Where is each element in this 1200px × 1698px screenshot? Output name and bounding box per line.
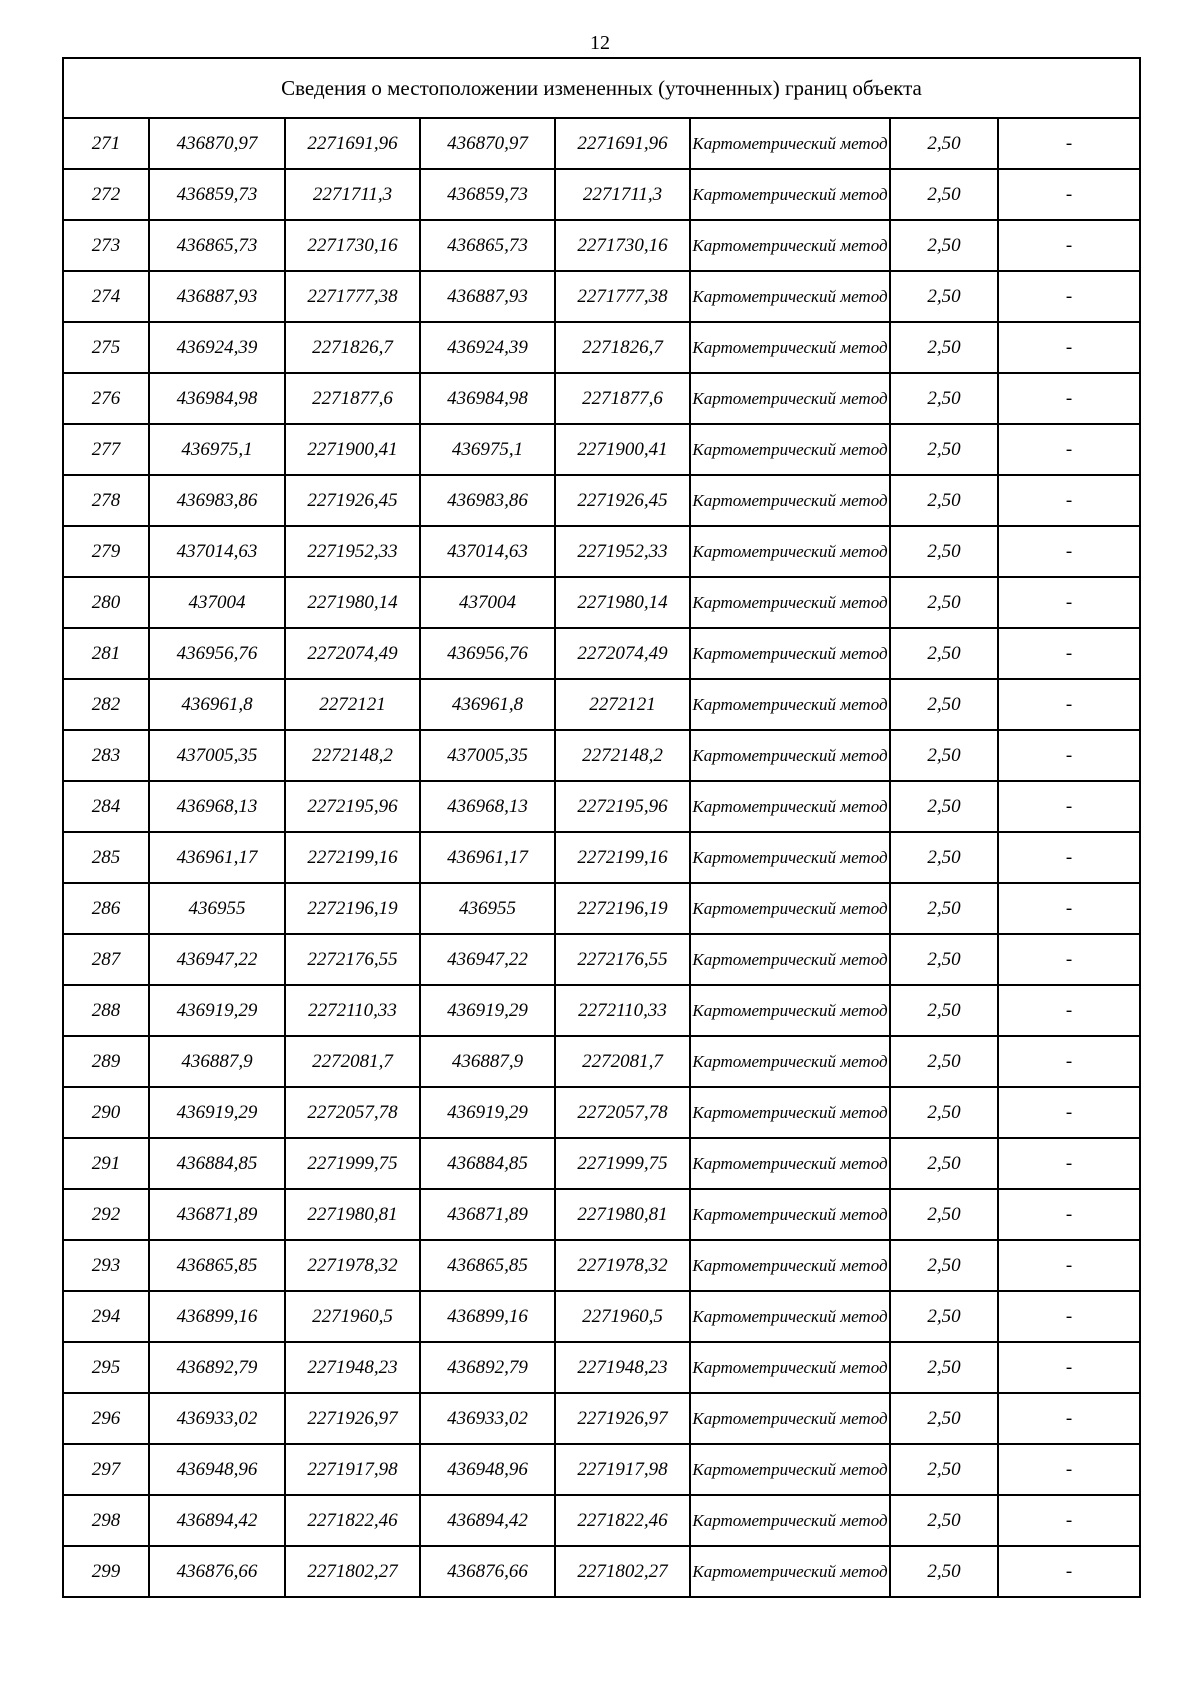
precision-cell: 2,50 <box>890 220 998 271</box>
point-number-cell: 283 <box>63 730 149 781</box>
method-cell: Картометрический метод <box>690 1138 890 1189</box>
new-y-cell: 2272074,49 <box>555 628 690 679</box>
new-x-cell: 436956,76 <box>420 628 555 679</box>
table-row <box>63 1138 1140 1189</box>
new-y-cell: 2271917,98 <box>555 1444 690 1495</box>
existing-x-cell: 436919,29 <box>149 985 285 1036</box>
precision-cell: 2,50 <box>890 169 998 220</box>
description-cell: - <box>998 679 1140 730</box>
new-y-cell: 2271926,97 <box>555 1393 690 1444</box>
new-x-cell: 436955 <box>420 883 555 934</box>
new-y-cell: 2271777,38 <box>555 271 690 322</box>
method-cell: Картометрический метод <box>690 526 890 577</box>
point-number-cell: 286 <box>63 883 149 934</box>
point-number-cell: 284 <box>63 781 149 832</box>
new-x-cell: 436892,79 <box>420 1342 555 1393</box>
new-y-cell: 2272196,19 <box>555 883 690 934</box>
precision-cell: 2,50 <box>890 679 998 730</box>
point-number-cell: 275 <box>63 322 149 373</box>
new-x-cell: 436933,02 <box>420 1393 555 1444</box>
new-y-cell: 2272199,16 <box>555 832 690 883</box>
new-x-cell: 437014,63 <box>420 526 555 577</box>
point-number-cell: 285 <box>63 832 149 883</box>
precision-cell: 2,50 <box>890 832 998 883</box>
existing-y-cell: 2271822,46 <box>285 1495 420 1546</box>
description-cell: - <box>998 1495 1140 1546</box>
existing-y-cell: 2271711,3 <box>285 169 420 220</box>
method-cell: Картометрический метод <box>690 1291 890 1342</box>
existing-x-cell: 437014,63 <box>149 526 285 577</box>
new-y-cell: 2272195,96 <box>555 781 690 832</box>
description-cell: - <box>998 1342 1140 1393</box>
existing-y-cell: 2271999,75 <box>285 1138 420 1189</box>
new-x-cell: 436975,1 <box>420 424 555 475</box>
new-y-cell: 2272057,78 <box>555 1087 690 1138</box>
existing-x-cell: 436892,79 <box>149 1342 285 1393</box>
existing-x-cell: 436871,89 <box>149 1189 285 1240</box>
new-y-cell: 2271980,81 <box>555 1189 690 1240</box>
table-row <box>63 1342 1140 1393</box>
existing-y-cell: 2271730,16 <box>285 220 420 271</box>
precision-cell: 2,50 <box>890 1546 998 1597</box>
new-x-cell: 436870,97 <box>420 118 555 169</box>
existing-y-cell: 2271877,6 <box>285 373 420 424</box>
method-cell: Картометрический метод <box>690 1189 890 1240</box>
existing-y-cell: 2271917,98 <box>285 1444 420 1495</box>
existing-x-cell: 436975,1 <box>149 424 285 475</box>
existing-y-cell: 2271978,32 <box>285 1240 420 1291</box>
method-cell: Картометрический метод <box>690 424 890 475</box>
new-x-cell: 436947,22 <box>420 934 555 985</box>
new-y-cell: 2272081,7 <box>555 1036 690 1087</box>
existing-x-cell: 436956,76 <box>149 628 285 679</box>
existing-x-cell: 436984,98 <box>149 373 285 424</box>
new-x-cell: 436876,66 <box>420 1546 555 1597</box>
table-row <box>63 781 1140 832</box>
description-cell: - <box>998 475 1140 526</box>
description-cell: - <box>998 118 1140 169</box>
existing-y-cell: 2272148,2 <box>285 730 420 781</box>
method-cell: Картометрический метод <box>690 628 890 679</box>
description-cell: - <box>998 220 1140 271</box>
new-y-cell: 2271877,6 <box>555 373 690 424</box>
method-cell: Картометрический метод <box>690 934 890 985</box>
method-cell: Картометрический метод <box>690 577 890 628</box>
table-row <box>63 1240 1140 1291</box>
precision-cell: 2,50 <box>890 1393 998 1444</box>
new-y-cell: 2271900,41 <box>555 424 690 475</box>
precision-cell: 2,50 <box>890 781 998 832</box>
point-number-cell: 272 <box>63 169 149 220</box>
new-x-cell: 436887,93 <box>420 271 555 322</box>
existing-y-cell: 2272110,33 <box>285 985 420 1036</box>
new-x-cell: 436983,86 <box>420 475 555 526</box>
new-x-cell: 436865,73 <box>420 220 555 271</box>
new-x-cell: 436919,29 <box>420 1087 555 1138</box>
table-row <box>63 730 1140 781</box>
existing-y-cell: 2272199,16 <box>285 832 420 883</box>
existing-x-cell: 436961,8 <box>149 679 285 730</box>
new-y-cell: 2272121 <box>555 679 690 730</box>
existing-y-cell: 2271948,23 <box>285 1342 420 1393</box>
page-number: 12 <box>590 32 610 54</box>
method-cell: Картометрический метод <box>690 1495 890 1546</box>
precision-cell: 2,50 <box>890 1240 998 1291</box>
table-title-row <box>63 58 1140 118</box>
table-row <box>63 1036 1140 1087</box>
existing-x-cell: 436919,29 <box>149 1087 285 1138</box>
precision-cell: 2,50 <box>890 271 998 322</box>
description-cell: - <box>998 577 1140 628</box>
method-cell: Картометрический метод <box>690 475 890 526</box>
method-cell: Картометрический метод <box>690 220 890 271</box>
table-row <box>63 1495 1140 1546</box>
table-row <box>63 832 1140 883</box>
precision-cell: 2,50 <box>890 883 998 934</box>
new-x-cell: 436884,85 <box>420 1138 555 1189</box>
precision-cell: 2,50 <box>890 373 998 424</box>
existing-y-cell: 2271952,33 <box>285 526 420 577</box>
new-y-cell: 2271730,16 <box>555 220 690 271</box>
precision-cell: 2,50 <box>890 934 998 985</box>
table-row <box>63 1393 1140 1444</box>
point-number-cell: 276 <box>63 373 149 424</box>
new-x-cell: 436961,17 <box>420 832 555 883</box>
method-cell: Картометрический метод <box>690 679 890 730</box>
description-cell: - <box>998 934 1140 985</box>
existing-y-cell: 2271926,97 <box>285 1393 420 1444</box>
description-cell: - <box>998 271 1140 322</box>
description-cell: - <box>998 628 1140 679</box>
point-number-cell: 292 <box>63 1189 149 1240</box>
method-cell: Картометрический метод <box>690 1546 890 1597</box>
method-cell: Картометрический метод <box>690 1087 890 1138</box>
existing-x-cell: 436887,93 <box>149 271 285 322</box>
table-row <box>63 373 1140 424</box>
table-row <box>63 271 1140 322</box>
existing-y-cell: 2272176,55 <box>285 934 420 985</box>
point-number-cell: 271 <box>63 118 149 169</box>
existing-y-cell: 2271802,27 <box>285 1546 420 1597</box>
method-cell: Картометрический метод <box>690 781 890 832</box>
precision-cell: 2,50 <box>890 118 998 169</box>
boundary-coordinates-table <box>62 57 1141 1598</box>
method-cell: Картометрический метод <box>690 271 890 322</box>
new-y-cell: 2271711,3 <box>555 169 690 220</box>
new-x-cell: 436887,9 <box>420 1036 555 1087</box>
method-cell: Картометрический метод <box>690 730 890 781</box>
method-cell: Картометрический метод <box>690 373 890 424</box>
table-row <box>63 526 1140 577</box>
point-number-cell: 277 <box>63 424 149 475</box>
method-cell: Картометрический метод <box>690 322 890 373</box>
precision-cell: 2,50 <box>890 1036 998 1087</box>
precision-cell: 2,50 <box>890 577 998 628</box>
existing-x-cell: 436894,42 <box>149 1495 285 1546</box>
new-x-cell: 436984,98 <box>420 373 555 424</box>
table-row <box>63 577 1140 628</box>
precision-cell: 2,50 <box>890 1138 998 1189</box>
new-y-cell: 2271822,46 <box>555 1495 690 1546</box>
description-cell: - <box>998 985 1140 1036</box>
table-row <box>63 1189 1140 1240</box>
existing-y-cell: 2271980,81 <box>285 1189 420 1240</box>
precision-cell: 2,50 <box>890 1087 998 1138</box>
existing-y-cell: 2271691,96 <box>285 118 420 169</box>
table-row <box>63 1546 1140 1597</box>
point-number-cell: 279 <box>63 526 149 577</box>
existing-x-cell: 436961,17 <box>149 832 285 883</box>
point-number-cell: 294 <box>63 1291 149 1342</box>
new-y-cell: 2272148,2 <box>555 730 690 781</box>
existing-x-cell: 436948,96 <box>149 1444 285 1495</box>
precision-cell: 2,50 <box>890 526 998 577</box>
method-cell: Картометрический метод <box>690 169 890 220</box>
new-x-cell: 436865,85 <box>420 1240 555 1291</box>
description-cell: - <box>998 1444 1140 1495</box>
new-y-cell: 2272110,33 <box>555 985 690 1036</box>
new-y-cell: 2271948,23 <box>555 1342 690 1393</box>
precision-cell: 2,50 <box>890 424 998 475</box>
description-cell: - <box>998 1189 1140 1240</box>
description-cell: - <box>998 322 1140 373</box>
existing-x-cell: 436859,73 <box>149 169 285 220</box>
description-cell: - <box>998 1087 1140 1138</box>
existing-x-cell: 437005,35 <box>149 730 285 781</box>
description-cell: - <box>998 730 1140 781</box>
description-cell: - <box>998 1138 1140 1189</box>
precision-cell: 2,50 <box>890 628 998 679</box>
table-row <box>63 985 1140 1036</box>
new-x-cell: 436919,29 <box>420 985 555 1036</box>
point-number-cell: 293 <box>63 1240 149 1291</box>
table-body <box>63 118 1140 1597</box>
new-y-cell: 2271960,5 <box>555 1291 690 1342</box>
existing-x-cell: 436876,66 <box>149 1546 285 1597</box>
point-number-cell: 274 <box>63 271 149 322</box>
point-number-cell: 281 <box>63 628 149 679</box>
table-row <box>63 322 1140 373</box>
table-row <box>63 883 1140 934</box>
method-cell: Картометрический метод <box>690 832 890 883</box>
point-number-cell: 289 <box>63 1036 149 1087</box>
method-cell: Картометрический метод <box>690 1393 890 1444</box>
precision-cell: 2,50 <box>890 1342 998 1393</box>
precision-cell: 2,50 <box>890 322 998 373</box>
existing-x-cell: 436865,73 <box>149 220 285 271</box>
description-cell: - <box>998 1393 1140 1444</box>
table-row <box>63 1444 1140 1495</box>
new-x-cell: 436948,96 <box>420 1444 555 1495</box>
existing-y-cell: 2272074,49 <box>285 628 420 679</box>
existing-y-cell: 2271777,38 <box>285 271 420 322</box>
existing-y-cell: 2271980,14 <box>285 577 420 628</box>
existing-x-cell: 436933,02 <box>149 1393 285 1444</box>
description-cell: - <box>998 1036 1140 1087</box>
point-number-cell: 299 <box>63 1546 149 1597</box>
new-x-cell: 436859,73 <box>420 169 555 220</box>
new-x-cell: 436924,39 <box>420 322 555 373</box>
existing-x-cell: 436947,22 <box>149 934 285 985</box>
precision-cell: 2,50 <box>890 1495 998 1546</box>
point-number-cell: 290 <box>63 1087 149 1138</box>
existing-x-cell: 436968,13 <box>149 781 285 832</box>
existing-x-cell: 436899,16 <box>149 1291 285 1342</box>
new-y-cell: 2271980,14 <box>555 577 690 628</box>
method-cell: Картометрический метод <box>690 1036 890 1087</box>
point-number-cell: 280 <box>63 577 149 628</box>
new-y-cell: 2271691,96 <box>555 118 690 169</box>
point-number-cell: 288 <box>63 985 149 1036</box>
point-number-cell: 298 <box>63 1495 149 1546</box>
new-x-cell: 436894,42 <box>420 1495 555 1546</box>
existing-x-cell: 436870,97 <box>149 118 285 169</box>
existing-x-cell: 436955 <box>149 883 285 934</box>
method-cell: Картометрический метод <box>690 985 890 1036</box>
existing-x-cell: 436884,85 <box>149 1138 285 1189</box>
table-row <box>63 220 1140 271</box>
table-row <box>63 118 1140 169</box>
table-row <box>63 934 1140 985</box>
existing-x-cell: 436924,39 <box>149 322 285 373</box>
point-number-cell: 278 <box>63 475 149 526</box>
existing-y-cell: 2272121 <box>285 679 420 730</box>
existing-x-cell: 436983,86 <box>149 475 285 526</box>
new-y-cell: 2271926,45 <box>555 475 690 526</box>
existing-y-cell: 2272195,96 <box>285 781 420 832</box>
new-x-cell: 437004 <box>420 577 555 628</box>
point-number-cell: 295 <box>63 1342 149 1393</box>
existing-x-cell: 437004 <box>149 577 285 628</box>
precision-cell: 2,50 <box>890 475 998 526</box>
point-number-cell: 291 <box>63 1138 149 1189</box>
new-y-cell: 2271999,75 <box>555 1138 690 1189</box>
point-number-cell: 282 <box>63 679 149 730</box>
existing-y-cell: 2271826,7 <box>285 322 420 373</box>
table-row <box>63 679 1140 730</box>
description-cell: - <box>998 883 1140 934</box>
new-x-cell: 436961,8 <box>420 679 555 730</box>
new-x-cell: 436871,89 <box>420 1189 555 1240</box>
description-cell: - <box>998 526 1140 577</box>
description-cell: - <box>998 1240 1140 1291</box>
new-y-cell: 2271826,7 <box>555 322 690 373</box>
description-cell: - <box>998 169 1140 220</box>
method-cell: Картометрический метод <box>690 1342 890 1393</box>
existing-y-cell: 2271900,41 <box>285 424 420 475</box>
point-number-cell: 273 <box>63 220 149 271</box>
table-row <box>63 424 1140 475</box>
method-cell: Картометрический метод <box>690 883 890 934</box>
table-row <box>63 1291 1140 1342</box>
new-y-cell: 2272176,55 <box>555 934 690 985</box>
table-row <box>63 169 1140 220</box>
new-x-cell: 436968,13 <box>420 781 555 832</box>
method-cell: Картометрический метод <box>690 1240 890 1291</box>
description-cell: - <box>998 1546 1140 1597</box>
description-cell: - <box>998 832 1140 883</box>
new-x-cell: 437005,35 <box>420 730 555 781</box>
new-y-cell: 2271802,27 <box>555 1546 690 1597</box>
precision-cell: 2,50 <box>890 1291 998 1342</box>
point-number-cell: 287 <box>63 934 149 985</box>
description-cell: - <box>998 1291 1140 1342</box>
existing-y-cell: 2272196,19 <box>285 883 420 934</box>
table-title: Сведения о местоположении измененных (уточненных) границ объекта <box>63 58 1140 118</box>
existing-y-cell: 2272057,78 <box>285 1087 420 1138</box>
description-cell: - <box>998 781 1140 832</box>
method-cell: Картометрический метод <box>690 1444 890 1495</box>
precision-cell: 2,50 <box>890 985 998 1036</box>
point-number-cell: 297 <box>63 1444 149 1495</box>
existing-y-cell: 2272081,7 <box>285 1036 420 1087</box>
new-y-cell: 2271952,33 <box>555 526 690 577</box>
new-x-cell: 436899,16 <box>420 1291 555 1342</box>
table-row <box>63 1087 1140 1138</box>
new-y-cell: 2271978,32 <box>555 1240 690 1291</box>
precision-cell: 2,50 <box>890 1444 998 1495</box>
table-row <box>63 628 1140 679</box>
description-cell: - <box>998 373 1140 424</box>
description-cell: - <box>998 424 1140 475</box>
method-cell: Картометрический метод <box>690 118 890 169</box>
point-number-cell: 296 <box>63 1393 149 1444</box>
existing-y-cell: 2271926,45 <box>285 475 420 526</box>
existing-y-cell: 2271960,5 <box>285 1291 420 1342</box>
precision-cell: 2,50 <box>890 730 998 781</box>
table-row <box>63 475 1140 526</box>
existing-x-cell: 436865,85 <box>149 1240 285 1291</box>
existing-x-cell: 436887,9 <box>149 1036 285 1087</box>
precision-cell: 2,50 <box>890 1189 998 1240</box>
